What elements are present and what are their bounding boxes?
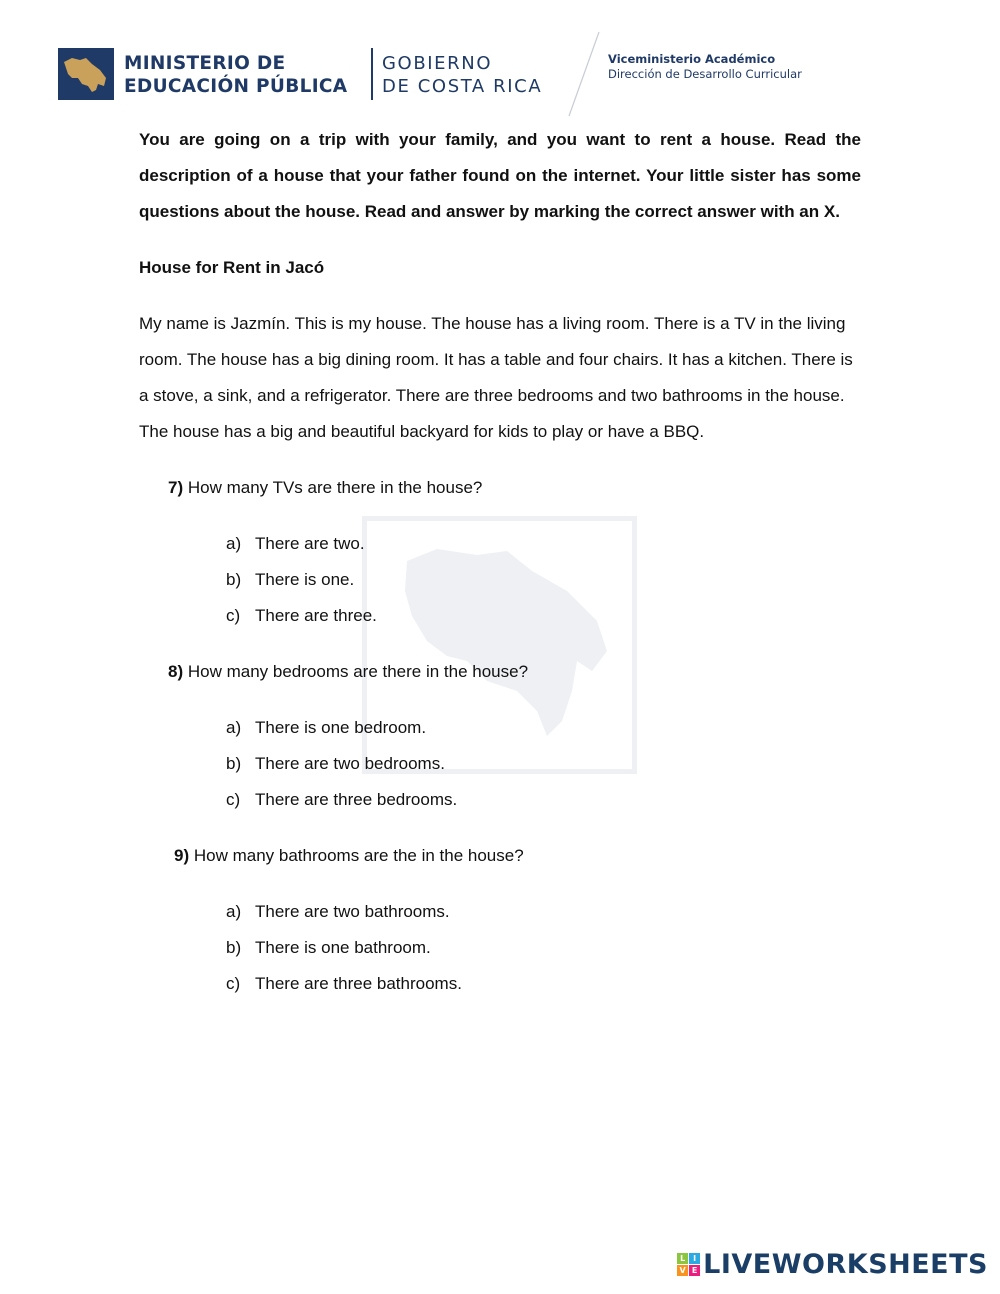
option-item[interactable] [226, 598, 861, 634]
option-text: There are three bedrooms. [255, 790, 458, 809]
option-letter: b) [226, 938, 242, 957]
vice-title: Viceministerio Académico [608, 52, 776, 66]
option-letter: c) [226, 974, 241, 993]
option-item[interactable] [226, 562, 861, 598]
option-letter: b) [226, 570, 242, 589]
option-letter: a) [226, 902, 242, 921]
header-divider [371, 48, 373, 100]
option-item[interactable] [226, 782, 861, 818]
header-slash [563, 30, 603, 120]
icon-letter-i: I [689, 1253, 700, 1264]
question-number: 7) [168, 478, 184, 497]
costa-rica-map-icon [58, 48, 114, 100]
ministry-line2: EDUCACIÓN PÚBLICA [124, 76, 348, 97]
gov-line1: GOBIERNO [382, 53, 493, 74]
government-name [382, 52, 542, 98]
option-text: There is one bathroom. [255, 938, 431, 957]
liveworksheets-brand[interactable] [677, 1249, 988, 1280]
options-list-9 [226, 894, 861, 1002]
option-item[interactable] [226, 966, 861, 1002]
option-letter: c) [226, 790, 241, 809]
liveworksheets-wordmark: LIVEWORKSHEETS [703, 1249, 988, 1280]
ministry-name [124, 52, 347, 98]
option-text: There are three. [255, 606, 377, 625]
instructions: You are going on a trip with your family, and you want to rent a house. Read the description of a house that your father found on the internet. Your little sister has some questions about the house. Read and answer by marking the correct answer with an X. [139, 130, 861, 221]
vice-subtitle: Dirección de Desarrollo Curricular [608, 67, 802, 81]
option-letter: c) [226, 606, 241, 625]
question-text: How many bathrooms are the in the house? [193, 846, 524, 865]
option-text: There are two bedrooms. [255, 754, 445, 773]
gov-line2: DE COSTA RICA [382, 76, 543, 97]
ministry-line1: MINISTERIO DE [124, 53, 286, 74]
option-item[interactable] [226, 894, 861, 930]
icon-letter-e: E [689, 1265, 700, 1276]
option-text: There are three bathrooms. [255, 974, 462, 993]
option-item[interactable] [226, 710, 861, 746]
question-9 [174, 838, 861, 874]
question-7 [168, 470, 861, 506]
reading-text: My name is Jazmín. This is my house. The house has a living room. There is a TV in the living room. The house has a big dining room. It has a table and four chairs. It has a kitchen. There is a stove, a sink, and a refrigerator. There are three bedrooms and two bathrooms in the house. The house has a big and beautiful backyard for kids to play or have a BBQ. [139, 314, 853, 441]
liveworksheets-icon [677, 1253, 700, 1276]
page-header [58, 30, 878, 120]
question-text: How many bedrooms are there in the house? [187, 662, 529, 681]
question-number: 8) [168, 662, 184, 681]
reading-title: House for Rent in Jacó [139, 258, 325, 277]
option-text: There is one. [255, 570, 355, 589]
question-text: How many TVs are there in the house? [187, 478, 483, 497]
option-item[interactable] [226, 930, 861, 966]
option-letter: a) [226, 718, 242, 737]
option-item[interactable] [226, 746, 861, 782]
icon-letter-l: L [677, 1253, 688, 1264]
option-text: There is one bedroom. [255, 718, 427, 737]
icon-letter-v: V [677, 1265, 688, 1276]
ministry-logo [58, 48, 114, 100]
option-letter: b) [226, 754, 242, 773]
options-list-8 [226, 710, 861, 818]
option-letter: a) [226, 534, 242, 553]
vice-ministry [608, 52, 802, 82]
option-text: There are two bathrooms. [255, 902, 450, 921]
worksheet-content [139, 122, 861, 1002]
question-8 [168, 654, 861, 690]
option-item[interactable] [226, 526, 861, 562]
options-list-7 [226, 526, 861, 634]
question-number: 9) [174, 846, 190, 865]
option-text: There are two. [255, 534, 365, 553]
